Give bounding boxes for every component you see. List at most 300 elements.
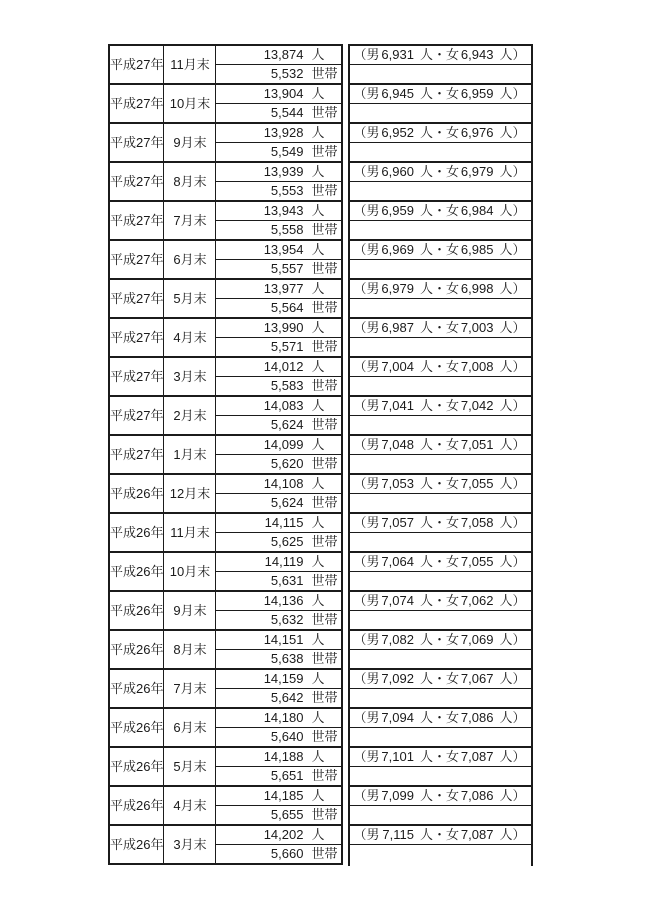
male-value: 7,053 <box>381 476 414 491</box>
year-cell: 平成27年 <box>110 436 164 475</box>
population-unit-label: 人 <box>311 437 325 452</box>
population-unit-label: 人 <box>311 203 325 218</box>
record-row-population <box>110 319 343 338</box>
households-cell <box>216 299 343 319</box>
record-row-population <box>110 787 343 806</box>
population-cell <box>216 709 343 728</box>
households-unit-label: 世帯 <box>311 495 338 510</box>
person-close-label: 人） <box>499 281 526 296</box>
male-open-label: （男 <box>353 632 380 647</box>
households-value: 5,553 <box>270 183 304 198</box>
population-value: 14,012 <box>263 359 304 374</box>
female-value: 7,069 <box>460 632 494 647</box>
person-female-label: 人・女 <box>419 788 459 803</box>
year-cell: 平成27年 <box>110 241 164 280</box>
population-cell <box>216 631 343 650</box>
record-row-gender-empty <box>350 767 533 787</box>
female-value: 7,003 <box>460 320 494 335</box>
population-value: 14,099 <box>263 437 304 452</box>
population-value: 14,108 <box>263 476 304 491</box>
month-cell: 4月末 <box>164 787 216 826</box>
gender-empty-cell <box>350 533 533 553</box>
record-row-population <box>110 748 343 767</box>
year-cell: 平成27年 <box>110 202 164 241</box>
population-value: 14,151 <box>263 632 304 647</box>
person-close-label: 人） <box>499 164 526 179</box>
male-value: 6,959 <box>381 203 414 218</box>
gender-empty-cell <box>350 65 533 85</box>
gender-empty-cell <box>350 299 533 319</box>
male-value: 7,057 <box>381 515 414 530</box>
gender-breakdown-table <box>348 44 533 866</box>
households-cell <box>216 728 343 748</box>
male-value: 7,115 <box>382 827 414 842</box>
female-value: 6,985 <box>460 242 494 257</box>
gender-empty-cell <box>350 494 533 514</box>
population-cell <box>216 397 343 416</box>
households-unit-label: 世帯 <box>311 339 338 354</box>
person-close-label: 人） <box>499 827 526 842</box>
person-female-label: 人・女 <box>419 203 459 218</box>
month-cell: 3月末 <box>164 358 216 397</box>
households-cell <box>216 806 343 826</box>
female-value: 7,008 <box>460 359 494 374</box>
gender-empty-cell <box>350 221 533 241</box>
population-cell <box>216 436 343 455</box>
record-row-gender-empty <box>350 221 533 241</box>
households-cell <box>216 572 343 592</box>
population-cell <box>216 163 343 182</box>
record-row-gender <box>350 319 533 338</box>
gender-breakdown-cell <box>350 748 533 767</box>
female-value: 7,058 <box>460 515 494 530</box>
record-row-gender-empty <box>350 260 533 280</box>
gender-breakdown-cell <box>350 163 533 182</box>
households-unit-label: 世帯 <box>311 144 338 159</box>
male-value: 7,082 <box>381 632 414 647</box>
population-cell <box>216 319 343 338</box>
population-value: 13,928 <box>263 125 304 140</box>
male-open-label: （男 <box>353 554 380 569</box>
gender-breakdown-cell <box>350 670 533 689</box>
month-cell: 10月末 <box>164 85 216 124</box>
population-cell <box>216 553 343 572</box>
month-cell: 5月末 <box>164 748 216 787</box>
population-unit-label: 人 <box>311 125 325 140</box>
month-cell: 11月末 <box>164 46 216 85</box>
male-open-label: （男 <box>353 749 380 764</box>
population-value: 13,977 <box>263 281 304 296</box>
person-female-label: 人・女 <box>419 827 459 842</box>
households-value: 5,651 <box>270 768 304 783</box>
record-row-population <box>110 592 343 611</box>
male-value: 7,048 <box>381 437 414 452</box>
person-female-label: 人・女 <box>419 47 459 62</box>
population-cell <box>216 241 343 260</box>
gender-empty-cell <box>350 689 533 709</box>
record-row-population <box>110 709 343 728</box>
gender-empty-cell <box>350 728 533 748</box>
households-value: 5,571 <box>270 339 304 354</box>
population-unit-label: 人 <box>311 281 325 296</box>
record-row-gender-empty <box>350 494 533 514</box>
population-value: 13,904 <box>263 86 304 101</box>
population-unit-label: 人 <box>311 359 325 374</box>
gender-empty-cell <box>350 416 533 436</box>
population-value: 13,954 <box>263 242 304 257</box>
households-value: 5,631 <box>270 573 304 588</box>
gender-breakdown-cell <box>350 436 533 455</box>
households-value: 5,532 <box>270 66 304 81</box>
gender-empty-cell <box>350 806 533 826</box>
gender-breakdown-cell <box>350 475 533 494</box>
gender-empty-cell <box>350 104 533 124</box>
male-value: 6,969 <box>381 242 414 257</box>
households-value: 5,632 <box>270 612 304 627</box>
record-row-gender <box>350 475 533 494</box>
male-open-label: （男 <box>353 281 380 296</box>
person-female-label: 人・女 <box>419 437 459 452</box>
record-row-population <box>110 436 343 455</box>
households-unit-label: 世帯 <box>311 846 338 861</box>
gender-breakdown-cell <box>350 631 533 650</box>
gender-breakdown-cell <box>350 319 533 338</box>
population-unit-label: 人 <box>311 554 325 569</box>
population-unit-label: 人 <box>311 593 325 608</box>
person-female-label: 人・女 <box>419 125 459 140</box>
male-open-label: （男 <box>353 710 380 725</box>
record-row-gender <box>350 241 533 260</box>
population-unit-label: 人 <box>311 242 325 257</box>
month-cell: 12月末 <box>164 475 216 514</box>
households-unit-label: 世帯 <box>311 651 338 666</box>
population-unit-label: 人 <box>311 164 325 179</box>
population-value: 14,115 <box>264 515 304 530</box>
households-unit-label: 世帯 <box>311 729 338 744</box>
male-open-label: （男 <box>353 437 380 452</box>
record-row-gender <box>350 358 533 377</box>
population-value: 14,083 <box>263 398 304 413</box>
year-cell: 平成26年 <box>110 826 164 865</box>
record-row-gender-empty <box>350 65 533 85</box>
male-open-label: （男 <box>353 203 380 218</box>
person-close-label: 人） <box>499 593 526 608</box>
record-row-gender-empty <box>350 104 533 124</box>
male-open-label: （男 <box>353 788 380 803</box>
population-cell <box>216 46 343 65</box>
gender-breakdown-cell <box>350 124 533 143</box>
record-row-population <box>110 475 343 494</box>
year-cell: 平成27年 <box>110 397 164 436</box>
households-value: 5,624 <box>270 495 304 510</box>
year-cell: 平成26年 <box>110 592 164 631</box>
male-value: 6,945 <box>381 86 414 101</box>
person-close-label: 人） <box>499 671 526 686</box>
male-value: 6,979 <box>381 281 414 296</box>
households-cell <box>216 494 343 514</box>
gender-empty-cell <box>350 611 533 631</box>
population-value: 14,159 <box>263 671 304 686</box>
record-row-population <box>110 124 343 143</box>
record-row-gender <box>350 592 533 611</box>
male-value: 7,099 <box>381 788 414 803</box>
male-value: 7,094 <box>381 710 414 725</box>
male-open-label: （男 <box>353 476 380 491</box>
gender-breakdown-cell <box>350 280 533 299</box>
households-cell <box>216 455 343 475</box>
female-value: 7,055 <box>460 554 494 569</box>
population-cell <box>216 475 343 494</box>
year-cell: 平成26年 <box>110 670 164 709</box>
record-row-gender <box>350 514 533 533</box>
households-unit-label: 世帯 <box>311 456 338 471</box>
year-cell: 平成26年 <box>110 475 164 514</box>
population-value: 13,939 <box>263 164 304 179</box>
person-close-label: 人） <box>499 788 526 803</box>
population-value: 14,188 <box>263 749 304 764</box>
population-value: 13,943 <box>263 203 304 218</box>
gender-breakdown-cell <box>350 46 533 65</box>
population-unit-label: 人 <box>311 320 325 335</box>
record-row-gender-empty <box>350 845 533 866</box>
record-row-gender <box>350 397 533 416</box>
population-value: 14,136 <box>263 593 304 608</box>
record-row-gender <box>350 709 533 728</box>
male-open-label: （男 <box>353 359 380 374</box>
record-row-gender-empty <box>350 689 533 709</box>
households-unit-label: 世帯 <box>311 807 338 822</box>
year-cell: 平成27年 <box>110 46 164 85</box>
record-row-gender <box>350 787 533 806</box>
person-female-label: 人・女 <box>419 86 459 101</box>
households-unit-label: 世帯 <box>311 612 338 627</box>
female-value: 7,055 <box>460 476 494 491</box>
year-cell: 平成26年 <box>110 514 164 553</box>
population-unit-label: 人 <box>311 398 325 413</box>
households-value: 5,660 <box>270 846 304 861</box>
population-households-table <box>108 44 343 865</box>
households-value: 5,642 <box>270 690 304 705</box>
gender-empty-cell <box>350 143 533 163</box>
male-value: 7,101 <box>381 749 414 764</box>
person-female-label: 人・女 <box>419 320 459 335</box>
person-close-label: 人） <box>499 437 526 452</box>
female-value: 7,042 <box>460 398 494 413</box>
gender-empty-cell <box>350 260 533 280</box>
households-value: 5,583 <box>270 378 304 393</box>
population-unit-label: 人 <box>311 749 325 764</box>
male-open-label: （男 <box>353 827 380 842</box>
person-female-label: 人・女 <box>419 710 459 725</box>
year-cell: 平成26年 <box>110 748 164 787</box>
year-cell: 平成27年 <box>110 85 164 124</box>
households-cell <box>216 416 343 436</box>
households-cell <box>216 767 343 787</box>
female-value: 7,087 <box>460 827 494 842</box>
person-female-label: 人・女 <box>419 671 459 686</box>
person-close-label: 人） <box>499 710 526 725</box>
record-row-population <box>110 553 343 572</box>
population-unit-label: 人 <box>311 710 325 725</box>
households-cell <box>216 845 343 865</box>
gender-breakdown-cell <box>350 514 533 533</box>
households-value: 5,638 <box>270 651 304 666</box>
households-cell <box>216 182 343 202</box>
gender-empty-cell <box>350 767 533 787</box>
month-cell: 4月末 <box>164 319 216 358</box>
female-value: 6,979 <box>460 164 494 179</box>
households-cell <box>216 689 343 709</box>
male-value: 7,092 <box>381 671 414 686</box>
gender-empty-cell <box>350 182 533 202</box>
households-value: 5,558 <box>270 222 304 237</box>
population-cell <box>216 124 343 143</box>
record-row-gender-empty <box>350 611 533 631</box>
person-female-label: 人・女 <box>419 476 459 491</box>
households-value: 5,640 <box>270 729 304 744</box>
households-cell <box>216 104 343 124</box>
record-row-gender <box>350 280 533 299</box>
female-value: 7,086 <box>460 710 494 725</box>
record-row-population <box>110 631 343 650</box>
person-close-label: 人） <box>499 398 526 413</box>
gender-empty-cell <box>350 455 533 475</box>
gender-empty-cell <box>350 338 533 358</box>
gender-empty-cell <box>350 572 533 592</box>
gender-breakdown-cell <box>350 241 533 260</box>
year-cell: 平成27年 <box>110 124 164 163</box>
female-value: 7,087 <box>460 749 494 764</box>
month-cell: 10月末 <box>164 553 216 592</box>
population-cell <box>216 670 343 689</box>
record-row-gender <box>350 670 533 689</box>
record-row-population <box>110 202 343 221</box>
male-open-label: （男 <box>353 242 380 257</box>
households-cell <box>216 533 343 553</box>
gender-empty-cell <box>350 845 533 866</box>
gender-breakdown-cell <box>350 592 533 611</box>
month-cell: 3月末 <box>164 826 216 865</box>
month-cell: 9月末 <box>164 124 216 163</box>
year-cell: 平成27年 <box>110 358 164 397</box>
person-female-label: 人・女 <box>419 593 459 608</box>
month-cell: 7月末 <box>164 202 216 241</box>
person-female-label: 人・女 <box>419 242 459 257</box>
person-female-label: 人・女 <box>419 632 459 647</box>
person-close-label: 人） <box>499 86 526 101</box>
population-cell <box>216 358 343 377</box>
households-cell <box>216 143 343 163</box>
record-row-population <box>110 397 343 416</box>
male-open-label: （男 <box>353 125 380 140</box>
female-value: 6,976 <box>460 125 494 140</box>
households-value: 5,557 <box>270 261 304 276</box>
year-cell: 平成27年 <box>110 319 164 358</box>
households-cell <box>216 377 343 397</box>
households-unit-label: 世帯 <box>311 183 338 198</box>
record-row-population <box>110 46 343 65</box>
record-row-gender <box>350 826 533 845</box>
record-row-gender-empty <box>350 728 533 748</box>
population-cell <box>216 787 343 806</box>
male-value: 6,960 <box>381 164 414 179</box>
record-row-gender-empty <box>350 455 533 475</box>
record-row-gender-empty <box>350 572 533 592</box>
month-cell: 6月末 <box>164 709 216 748</box>
households-cell <box>216 650 343 670</box>
population-unit-label: 人 <box>311 476 325 491</box>
record-row-gender-empty <box>350 182 533 202</box>
households-value: 5,620 <box>270 456 304 471</box>
population-value: 14,180 <box>263 710 304 725</box>
record-row-gender <box>350 748 533 767</box>
households-cell <box>216 260 343 280</box>
record-row-gender-empty <box>350 143 533 163</box>
record-row-gender-empty <box>350 377 533 397</box>
record-row-gender-empty <box>350 650 533 670</box>
population-cell <box>216 85 343 104</box>
male-open-label: （男 <box>353 671 380 686</box>
households-unit-label: 世帯 <box>311 261 338 276</box>
male-value: 6,987 <box>381 320 414 335</box>
year-cell: 平成27年 <box>110 163 164 202</box>
month-cell: 7月末 <box>164 670 216 709</box>
female-value: 7,051 <box>460 437 494 452</box>
male-open-label: （男 <box>353 398 380 413</box>
person-close-label: 人） <box>499 242 526 257</box>
households-unit-label: 世帯 <box>311 378 338 393</box>
month-cell: 5月末 <box>164 280 216 319</box>
population-cell <box>216 748 343 767</box>
female-value: 7,062 <box>460 593 494 608</box>
gender-breakdown-cell <box>350 397 533 416</box>
month-cell: 11月末 <box>164 514 216 553</box>
male-open-label: （男 <box>353 320 380 335</box>
person-close-label: 人） <box>499 125 526 140</box>
month-cell: 2月末 <box>164 397 216 436</box>
households-unit-label: 世帯 <box>311 690 338 705</box>
male-value: 7,041 <box>381 398 414 413</box>
year-cell: 平成26年 <box>110 787 164 826</box>
record-row-gender <box>350 163 533 182</box>
households-unit-label: 世帯 <box>311 573 338 588</box>
population-unit-label: 人 <box>311 47 325 62</box>
population-cell <box>216 592 343 611</box>
gender-breakdown-cell <box>350 787 533 806</box>
male-open-label: （男 <box>353 515 380 530</box>
record-row-population <box>110 826 343 845</box>
person-close-label: 人） <box>499 359 526 374</box>
households-unit-label: 世帯 <box>311 66 338 81</box>
record-row-gender <box>350 85 533 104</box>
record-row-population <box>110 85 343 104</box>
record-row-gender <box>350 436 533 455</box>
male-value: 7,074 <box>381 593 414 608</box>
households-cell <box>216 221 343 241</box>
male-open-label: （男 <box>353 47 380 62</box>
population-unit-label: 人 <box>311 632 325 647</box>
gender-empty-cell <box>350 650 533 670</box>
person-close-label: 人） <box>499 203 526 218</box>
population-table-group <box>108 44 533 866</box>
person-female-label: 人・女 <box>419 515 459 530</box>
person-female-label: 人・女 <box>419 164 459 179</box>
person-close-label: 人） <box>499 47 526 62</box>
male-value: 6,952 <box>381 125 414 140</box>
households-unit-label: 世帯 <box>311 222 338 237</box>
female-value: 6,984 <box>460 203 494 218</box>
record-row-gender <box>350 631 533 650</box>
